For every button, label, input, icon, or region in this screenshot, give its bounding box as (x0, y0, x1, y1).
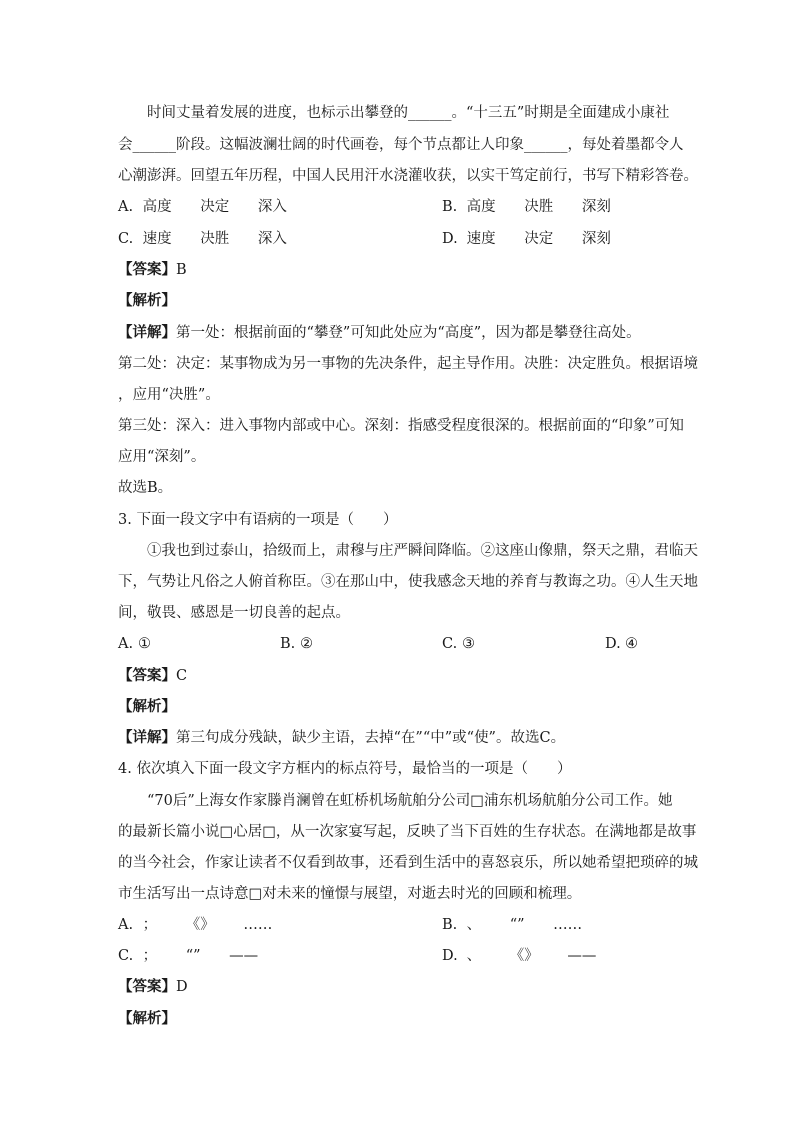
q4-passage-line-3: 的当今社会，作家让读者不仅看到故事，还看到生活中的喜怒哀乐，所以她希望把琐碎的城 (118, 855, 698, 871)
q2-passage-line-1: 时间丈量着发展的进度，也标示出攀登的______。“十三五”时期是全面建成小康社 (147, 105, 670, 121)
q2-analysis-heading: 【解析】 (118, 292, 176, 309)
q4-stem: 4. 依次填入下面一段文字方框内的标点符号，最恰当的一项是（ ） (118, 761, 572, 777)
q2-detail-2b: ，应用“决胜”。 (118, 387, 220, 403)
q2-detail-3b: 应用“深刻”。 (118, 449, 206, 465)
q4-option-b: B. 、 “” …… (442, 917, 583, 933)
q2-option-c: C. 速度 决胜 深入 (118, 231, 287, 247)
q4-passage-line-1: “70后”上海女作家滕肖澜曾在虹桥机场航舶分公司□浦东机场航舶分公司工作。她 (147, 793, 673, 809)
q2-detail-1: 【详解】第一处：根据前面的“攀登”可知此处应为“高度”，因为都是攀登往高处。 (118, 324, 641, 341)
q2-option-d: D. 速度 决定 深刻 (442, 231, 611, 247)
q3-option-b: B. ② (280, 636, 313, 652)
q4-answer: 【答案】D (118, 978, 188, 995)
q3-passage-line-3: 间，敬畏、感恩是一切良善的起点。 (118, 605, 350, 621)
q4-passage-line-4: 市生活写出一点诗意□对未来的憧憬与展望，对逝去时光的回顾和梳理。 (118, 886, 582, 902)
q2-conclusion: 故选B。 (118, 480, 173, 496)
q3-option-a: A. ① (118, 636, 151, 652)
q2-passage-line-3: 心潮澎湃。回望五年历程，中国人民用汗水浇灌收获，以实干笃定前行，书写下精彩答卷。 (118, 168, 698, 184)
q4-passage-line-2: 的最新长篇小说□心居□，从一次家宴写起，反映了当下百姓的生存状态。在满地都是故事 (118, 824, 697, 840)
q2-option-a: A. 高度 决定 深入 (118, 199, 287, 215)
q2-detail-2a: 第二处：决定：某事物成为另一事物的先决条件，起主导作用。决胜：决定胜负。根据语境 (118, 356, 698, 372)
q3-analysis-heading: 【解析】 (118, 698, 176, 715)
q3-detail: 【详解】第三句成分残缺，缺少主语，去掉“在”“中”或“使”。故选C。 (118, 729, 566, 746)
q2-option-b: B. 高度 决胜 深刻 (442, 199, 611, 215)
q3-answer: 【答案】C (118, 667, 188, 684)
q4-option-d: D. 、 《》 —— (442, 948, 597, 964)
q4-analysis-heading: 【解析】 (118, 1010, 176, 1027)
q3-stem: 3. 下面一段文字中有语病的一项是（ ） (118, 512, 398, 528)
q3-option-d: D. ④ (605, 636, 638, 652)
q3-passage-line-1: ①我也到过泰山，拾级而上，肃穆与庄严瞬间降临。②这座山像鼎，祭天之鼎，君临天 (147, 543, 698, 559)
q3-option-c: C. ③ (442, 636, 475, 652)
q3-passage-line-2: 下，气势让凡俗之人俯首称臣。③在那山中，使我感念天地的养育与教诲之功。④人生天地 (118, 574, 698, 590)
q2-answer: 【答案】B (118, 261, 187, 278)
q2-detail-3a: 第三处：深入：进入事物内部或中心。深刻：指感受程度很深的。根据前面的“印象”可知 (118, 418, 684, 434)
q2-passage-line-2: 会______阶段。这幅波澜壮阔的时代画卷，每个节点都让人印象______，每处着墨都令人 (118, 137, 684, 153)
q4-option-c: C. ； “” —— (118, 948, 259, 964)
q4-option-a: A. ； 《》 …… (118, 917, 273, 933)
